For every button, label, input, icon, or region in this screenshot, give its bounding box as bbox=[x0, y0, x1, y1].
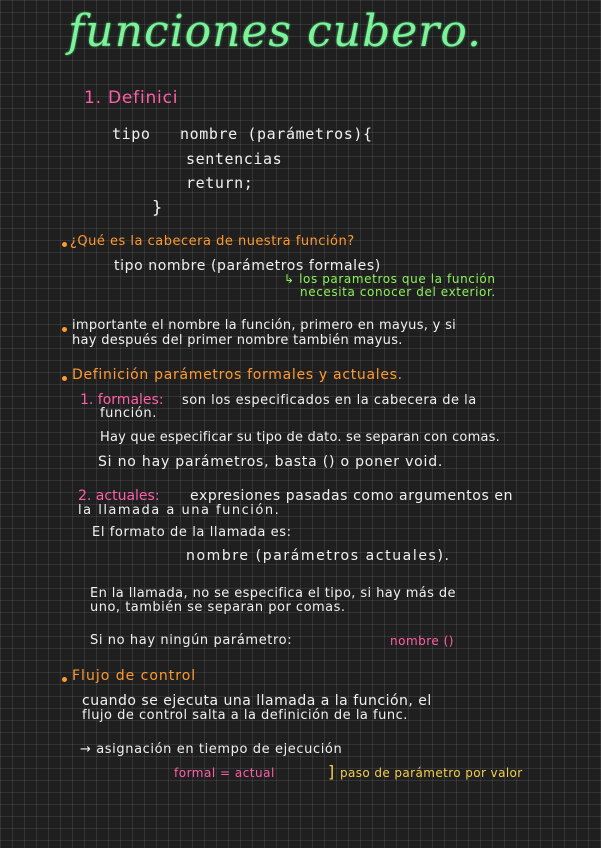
importante-line1: importante el nombre la función, primero en mayus, y si bbox=[72, 318, 457, 333]
actuales-format: nombre (parámetros actuales). bbox=[186, 548, 451, 564]
actuales-label: 2. actuales: bbox=[78, 488, 160, 504]
flujo-text-line3: → asignación en tiempo de ejecución bbox=[80, 742, 343, 757]
actuales-text-line6: uno, también se separan por comas. bbox=[90, 600, 346, 615]
code-close-brace: } bbox=[152, 198, 163, 218]
cabecera-note-line2: necesita conocer del exterior. bbox=[300, 285, 496, 299]
cabecera-note-line1: ↳ los parametros que la función bbox=[284, 272, 496, 286]
definicion-heading: Definición parámetros formales y actuales. bbox=[72, 367, 403, 383]
formales-text-line1: son los especificados en la cabecera de la bbox=[182, 393, 477, 408]
formales-text-line2: función. bbox=[100, 406, 157, 421]
flujo-text-line2: flujo de control salta a la definición de la func. bbox=[82, 708, 408, 723]
code-signature: nombre (parámetros){ bbox=[180, 125, 373, 143]
actuales-text-line5: En la llamada, no se especifica el tipo, si hay más de bbox=[90, 586, 456, 601]
code-body: sentencias bbox=[186, 150, 283, 168]
formales-text-line4: Si no hay parámetros, basta () o poner void. bbox=[98, 454, 444, 470]
code-return: return; bbox=[186, 174, 254, 192]
actuales-text-line1: expresiones pasadas como argumentos en bbox=[190, 488, 514, 504]
flujo-formula: formal = actual bbox=[174, 766, 275, 780]
flujo-text-line1: cuando se ejecuta una llamada a la función, el bbox=[82, 693, 432, 709]
formales-label: 1. formales: bbox=[80, 392, 164, 408]
bullet-dot bbox=[62, 677, 67, 682]
formales-text-line3: Hay que especificar su tipo de dato. se separan con comas. bbox=[100, 430, 500, 445]
importante-line2: hay después del primer nombre también mayus. bbox=[72, 333, 403, 348]
bullet-dot bbox=[62, 327, 67, 332]
actuales-example: nombre () bbox=[390, 634, 454, 648]
section-definicion-heading: 1. Definici bbox=[84, 88, 179, 108]
cabecera-answer: tipo nombre (parámetros formales) bbox=[114, 258, 381, 274]
actuales-text-line3: El formato de la llamada es: bbox=[92, 525, 292, 540]
actuales-text-line2: la llamada a una función. bbox=[78, 503, 281, 518]
cabecera-question: ¿Qué es la cabecera de nuestra función? bbox=[70, 234, 355, 249]
flujo-note: paso de parámetro por valor bbox=[340, 766, 523, 780]
flujo-heading: Flujo de control bbox=[72, 668, 197, 684]
actuales-text-line7: Si no hay ningún parámetro: bbox=[90, 633, 293, 648]
code-type: tipo bbox=[112, 125, 151, 143]
bullet-dot bbox=[62, 242, 67, 247]
flujo-bracket: ] bbox=[328, 762, 335, 781]
page-title: funciones cubero. bbox=[68, 6, 483, 57]
bullet-dot bbox=[62, 376, 67, 381]
